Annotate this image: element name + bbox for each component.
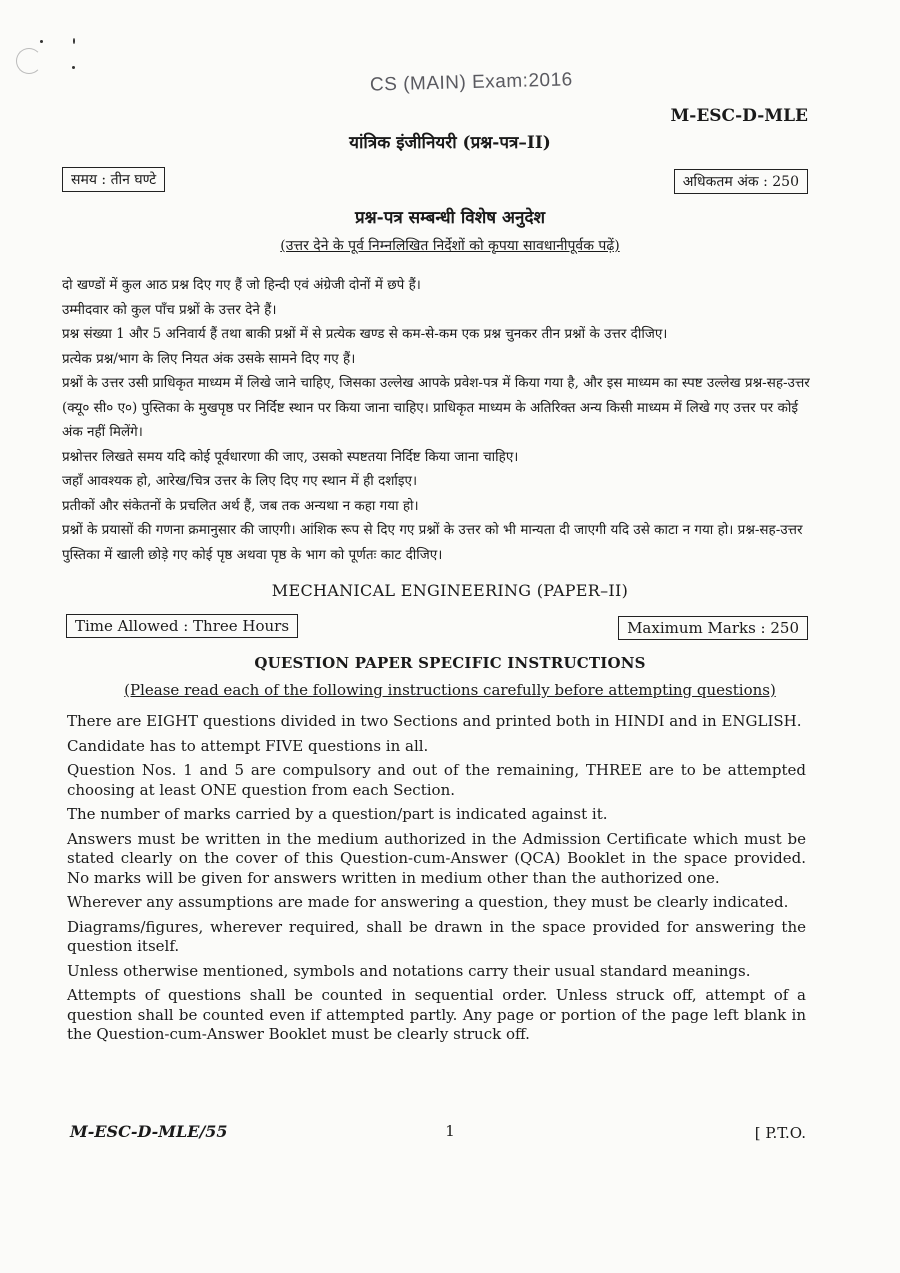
english-paper-title: MECHANICAL ENGINEERING (PAPER–II) (271, 581, 629, 600)
english-instruction-item: Attempts of questions shall be counted in sequential order. Unless struck off, attempt of a question shall be counted even if attempted partly. Any page or portion of the page left blank in the Question-cum-Answer Booklet must be clearly struck off. (67, 986, 806, 1043)
hindi-marks-box: अधिकतम अंक : 250 (674, 169, 808, 194)
hindi-instruction-item: प्रश्नों के उत्तर उसी प्राधिकृत माध्यम में लिखे जाने चाहिए, जिसका उल्लेख आपके प्रवेश-पत्र में किया गया है, और इस माध्यम का स्पष्ट उल्लेख प्रश्न-सह-उत्तर (क्यू० सी० ए०) पुस्तिका के मुखपृष्ठ पर निर्दिष्ट स्थान पर किया जाना चाहिए। प्राधिकृत माध्यम के अतिरिक्त अन्य किसी माध्यम में लिखे गए उत्तर पर कोई अंक नहीं मिलेंगे। (62, 375, 810, 440)
hindi-instruction-item: उम्मीदवार को कुल पाँच प्रश्नों के उत्तर देने हैं। (62, 301, 277, 318)
pto-label: [ P.T.O. (754, 1124, 806, 1142)
ink-dot (40, 40, 43, 43)
punch-hole-mark (16, 48, 42, 74)
ink-dot (73, 38, 75, 44)
english-time-box: Time Allowed : Three Hours (66, 614, 298, 638)
hindi-instructions-list (62, 273, 812, 567)
english-instruction-item: Wherever any assumptions are made for answering a question, they must be clearly indicated. (67, 893, 789, 911)
english-instructions-heading: QUESTION PAPER SPECIFIC INSTRUCTIONS (254, 654, 646, 672)
hindi-time-box: समय : तीन घण्टे (62, 167, 165, 192)
english-instruction-item: Diagrams/figures, wherever required, shall be drawn in the space provided for answering the question itself. (67, 917, 806, 955)
hindi-instructions-subheading (0, 236, 900, 255)
english-instruction-item: There are EIGHT questions divided in two Sections and printed both in HINDI and in ENGLISH. (67, 712, 802, 730)
english-instruction-item: Answers must be written in the medium authorized in the Admission Certificate which must be stated clearly on the cover of this Question-cum-Answer (QCA) Booklet in the space provided. No marks will be given for answers written in medium other than the authorized one. (67, 829, 806, 887)
hindi-paper-title: यांत्रिक इंजीनियरी (प्रश्न-पत्र–II) (349, 133, 551, 153)
english-instruction-item: Question Nos. 1 and 5 are compulsory and out of the remaining, THREE are to be attempted choosing at least ONE question from each Section. (67, 761, 806, 799)
hindi-instruction-item: प्रतीकों और संकेतनों के प्रचलित अर्थ हैं, जब तक अन्यथा न कहा गया हो। (62, 497, 419, 514)
english-subheading-text: (Please read each of the following instructions carefully before attempting questions) (124, 681, 776, 699)
hindi-instruction-item: दो खण्डों में कुल आठ प्रश्न दिए गए हैं जो हिन्दी एवं अंग्रेजी दोनों में छपे हैं। (62, 277, 421, 293)
english-instructions-list (67, 712, 806, 1050)
footer-paper-code: M-ESC-D-MLE/55 (70, 1122, 228, 1141)
paper-code: M-ESC-D-MLE (670, 106, 808, 126)
english-instruction-item: Unless otherwise mentioned, symbols and notations carry their usual standard meanings. (67, 961, 751, 980)
hindi-subheading-text: (उत्तर देने के पूर्व निम्नलिखित निर्देशों को कृपया सावधानीपूर्वक पढ़ें) (280, 238, 620, 254)
hindi-instruction-item: प्रश्नोत्तर लिखते समय यदि कोई पूर्वधारणा की जाए, उसको स्पष्टतया निर्दिष्ट किया जाना चाहिए। (62, 448, 519, 465)
hindi-instruction-item: जहाँ आवश्यक हो, आरेख/चित्र उत्तर के लिए दिए गए स्थान में ही दर्शाइए। (62, 473, 418, 489)
ink-dot (72, 66, 75, 69)
hindi-instructions-heading: प्रश्न-पत्र सम्बन्धी विशेष अनुदेश (354, 208, 546, 228)
english-instruction-item: The number of marks carried by a question/part is indicated against it. (67, 805, 608, 823)
exam-stamp: CS (MAIN) Exam:2016 (369, 69, 573, 96)
hindi-instruction-item: प्रत्येक प्रश्न/भाग के लिए नियत अंक उसके सामने दिए गए हैं। (62, 350, 356, 367)
english-marks-box: Maximum Marks : 250 (618, 616, 808, 640)
hindi-instruction-item: प्रश्न संख्या 1 और 5 अनिवार्य हैं तथा बाकी प्रश्नों में से प्रत्येक खण्ड से कम-से-कम एक प्रश्न चुनकर तीन प्रश्नों के उत्तर दीजिए। (62, 326, 668, 342)
hindi-instruction-item: प्रश्नों के प्रयासों की गणना क्रमानुसार की जाएगी। आंशिक रूप से दिए गए प्रश्नों के उत्तर को भी मान्यता दी जाएगी यदि उसे काटा न गया हो। प्रश्न-सह-उत्तर पुस्तिका में खाली छोड़े गए कोई पृष्ठ अथवा पृष्ठ के भाग को पूर्णतः काट दीजिए। (62, 522, 803, 563)
page-number: 1 (445, 1122, 455, 1140)
english-instruction-item: Candidate has to attempt FIVE questions in all. (67, 736, 429, 755)
english-instructions-subheading (0, 681, 900, 699)
